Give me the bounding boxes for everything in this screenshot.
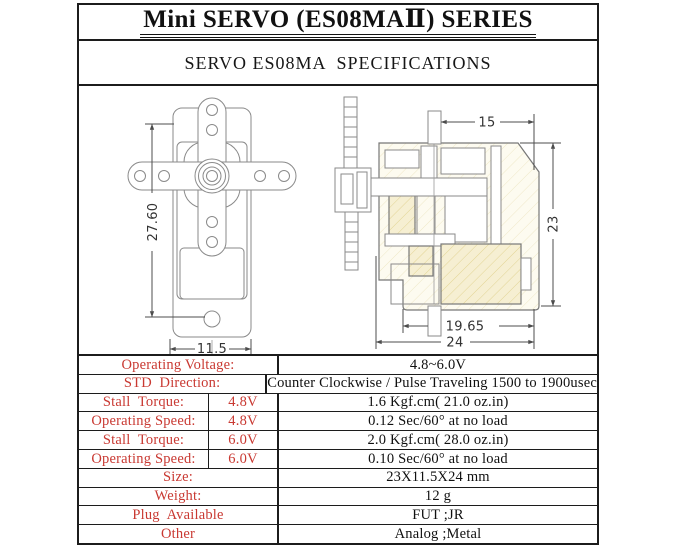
spec-table-body	[79, 354, 597, 543]
spec-row	[79, 393, 597, 412]
side-section-view-drawing	[335, 97, 562, 351]
spec-label: Size:	[163, 469, 193, 486]
page-title: Mini SERVO (ES08MAⅡ) SERIES	[140, 6, 536, 38]
spec-value: Counter Clockwise / Pulse Traveling 1500 to 1900usec	[267, 375, 597, 392]
spec-row	[79, 374, 597, 393]
spec-voltage: 4.8V	[208, 394, 277, 412]
spec-label: Stall Torque:	[102, 431, 185, 448]
spec-value: 0.12 Sec/60° at no load	[277, 412, 597, 430]
page-subtitle: SERVO ES08MA SPECIFICATIONS	[184, 53, 492, 73]
spec-value: 23X11.5X24 mm	[277, 469, 597, 487]
front-view-drawing	[128, 98, 296, 354]
spec-label: Stall Torque:	[102, 394, 185, 411]
spec-label: Other	[160, 525, 195, 542]
spec-voltage: 6.0V	[208, 431, 277, 449]
side-height-dimension: 23	[546, 215, 562, 233]
spec-value: FUT ;JR	[277, 506, 597, 524]
spec-row	[79, 411, 597, 430]
spec-label: Weight:	[154, 488, 202, 505]
spec-row	[79, 468, 597, 487]
spec-row	[79, 356, 597, 374]
spec-label: Plug Available	[132, 507, 224, 524]
side-top-dimension: 15	[478, 115, 496, 131]
spec-value: 2.0 Kgf.cm( 28.0 oz.in)	[277, 431, 597, 449]
spec-voltage: 4.8V	[208, 412, 277, 430]
spec-row	[79, 487, 597, 506]
spec-label: Operating Voltage:	[121, 356, 235, 373]
spec-value: 4.8~6.0V	[277, 356, 597, 374]
spec-value: 12 g	[277, 488, 597, 506]
spec-label: Operating Speed:	[91, 450, 196, 467]
technical-drawing-panel	[79, 88, 597, 354]
side-gear-width-dimension: 19.65	[445, 319, 485, 335]
spec-row	[79, 505, 597, 524]
title-row	[79, 5, 597, 41]
spec-row	[79, 449, 597, 468]
spec-voltage: 6.0V	[208, 450, 277, 468]
spec-sheet	[77, 3, 599, 545]
side-total-width-dimension: 24	[446, 335, 464, 351]
spec-row	[79, 524, 597, 543]
front-height-dimension: 27.60	[146, 202, 161, 242]
spec-row	[79, 430, 597, 449]
spec-label: STD Direction:	[123, 375, 221, 392]
spec-value: 0.10 Sec/60° at no load	[277, 450, 597, 468]
spec-value: 1.6 Kgf.cm( 21.0 oz.in)	[277, 394, 597, 412]
spec-value: Analog ;Metal	[277, 525, 597, 543]
subtitle-row	[79, 43, 597, 86]
spec-label: Operating Speed:	[91, 413, 196, 430]
front-width-dimension: 11.5	[196, 342, 228, 354]
